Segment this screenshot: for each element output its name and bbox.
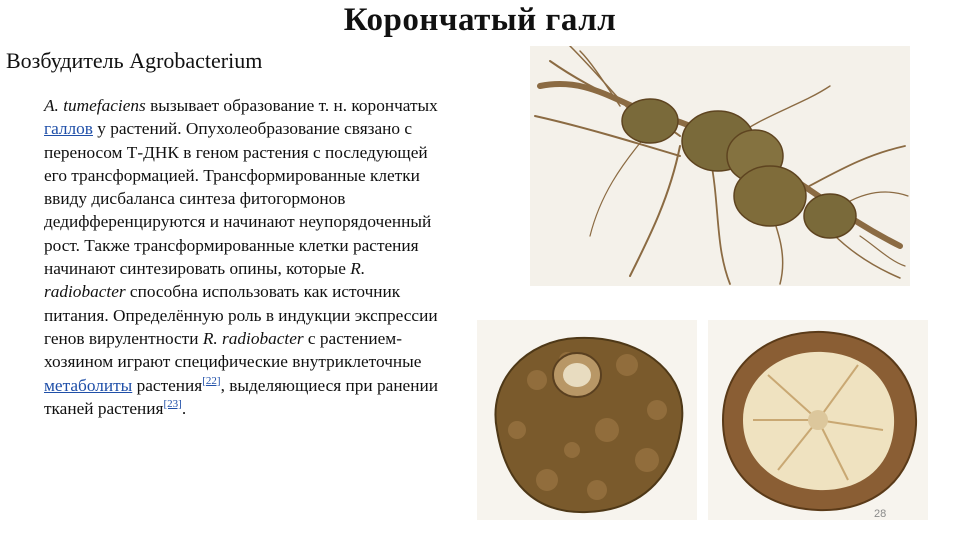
species-name: A. tumefaciens bbox=[44, 96, 146, 115]
body-text-1: вызывает образование т. н. корончатых bbox=[145, 96, 438, 115]
link-galls[interactable]: галлов bbox=[44, 119, 93, 139]
body-paragraph bbox=[44, 94, 439, 420]
slide-title: Корончатый галл bbox=[343, 2, 617, 38]
reference-23[interactable]: [23] bbox=[163, 398, 182, 411]
gall-outer-photo bbox=[477, 320, 697, 520]
body-text-2: у растений. Опухолеобразование связано с переносом Т-ДНК в геном растения с последующей его трансформацией. Трансформированные клетки ввиду дисбаланса синтеза фитогормонов дедифференцируются и начинают неупорядоченный рост. Также трансформированные клетки растения начинают синтезировать опины, которые bbox=[44, 119, 432, 279]
link-metabolites[interactable]: метаболиты bbox=[44, 375, 133, 395]
species-name-3: R. radiobacter bbox=[202, 328, 304, 348]
gall-cross-section-photo bbox=[708, 320, 928, 520]
body-text-5: растения bbox=[132, 375, 203, 395]
reference-22[interactable]: [22] bbox=[202, 374, 221, 387]
slide-number: 28 bbox=[874, 508, 887, 520]
body-text-3: способна использовать как источник питания. Определённую роль в индукции экспрессии генов вирулентности bbox=[44, 282, 438, 348]
body-text-7: . bbox=[181, 398, 187, 418]
body-text-6: , выделяющиеся при ранении тканей растения bbox=[44, 375, 438, 418]
slide-subtitle: Возбудитель Agrobacterium bbox=[6, 48, 263, 73]
root-galls-photo bbox=[530, 46, 910, 286]
body-text-4: с растением-хозяином играют специфические внутриклеточные bbox=[44, 328, 422, 372]
species-name-2: R. radiobacter bbox=[44, 259, 366, 302]
